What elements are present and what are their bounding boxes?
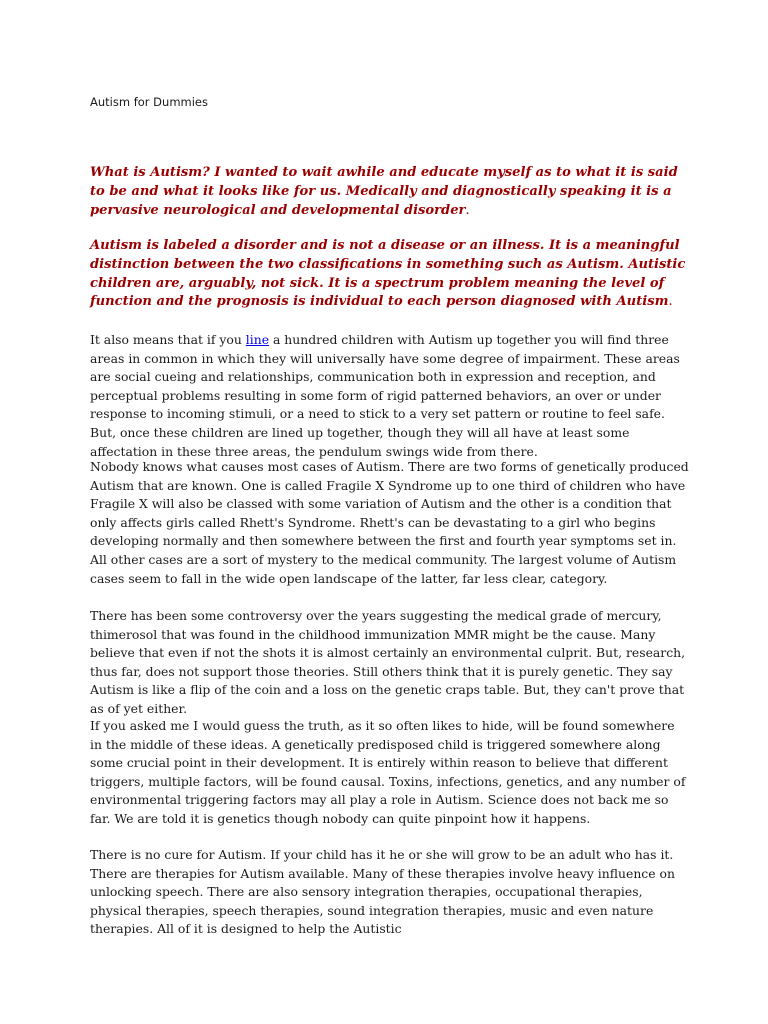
intro-paragraph-text: Autism is labeled a disorder and is not a disease or an illness. It is a meaningful distinction between the two classifications in something such as Autism. Autistic children are, arguably, not sick. It is a spectrum problem meaning the level of function and the prognosis is individual to each person diagnosed with Autism <box>90 238 686 310</box>
body-paragraph: There has been some controversy over the years suggesting the medical grade of mercury, thimerosol that was found in the childhood immunization MMR might be the cause. Many believe that even if not the shots it is almost certainly an environmental culprit. But, research, thus far, does not support those theories. Still others think that it is purely genetic. They say Autism is like a flip of the coin and a loss on the genetic craps table. But, they can't prove that as of yet either. <box>90 608 686 716</box>
paragraph-text-before-link: It also means that if you <box>90 332 246 347</box>
body-paragraph: If you asked me I would guess the truth, as it so often likes to hide, will be found somewhere in the middle of these ideas. A genetically predisposed child is triggered somewhere along some crucial point in their development. It is entirely within reason to believe that different triggers, multiple factors, will be found causal. Toxins, infections, genetics, and any number of environmental triggering factors may all play a role in Autism. Science does not back me so far. We are told it is genetics though nobody can quite pinpoint how it happens. <box>90 718 686 826</box>
intro-paragraph <box>90 164 690 220</box>
body-paragraph: Nobody knows what causes most cases of Autism. There are two forms of genetically produced Autism that are known. One is called Fragile X Syndrome up to one third of children who have Fragile X will also be classed with some variation of Autism and the other is a condition that only affects girls called Rhett's Syndrome. Rhett's can be devastating to a girl who begins developing normally and then somewhere between the first and fourth year symptoms set in. All other cases are a sort of mystery to the medical community. The largest volume of Autism cases seem to fall in the wide open landscape of the latter, far less clear, category. <box>90 459 689 586</box>
intro-paragraph-tail: . <box>668 294 673 310</box>
body-paragraph: There is no cure for Autism. If your child has it he or she will grow to be an adult who has it. There are therapies for Autism available. Many of these therapies involve heavy influence on unlocking speech. There are also sensory integration therapies, occupational therapies, physical therapies, speech therapies, sound integration therapies, music and even nature therapies. All of it is designed to help the Autistic <box>90 847 675 937</box>
line-link[interactable]: line <box>245 332 270 347</box>
paragraph-text-after-link: a hundred children with Autism up together you will find three areas in common in which they will universally have some degree of impairment. These areas are social cueing and relationships, communication both in expression and reception, and perceptual problems resulting in some form of rigid patterned behaviors, an over or under response to incoming stimuli, or a need to stick to a very set pattern or routine to feel safe. But, once these children are lined up together, though they will all have at least some affectation in these three areas, the pendulum swings wide from there. <box>90 332 680 459</box>
document-title: Autism for Dummies <box>90 95 208 109</box>
intro-paragraph-tail: . <box>465 202 470 218</box>
body-paragraph <box>90 331 690 461</box>
intro-paragraph-text: What is Autism? I wanted to wait awhile and educate myself as to what it is said to be and what it looks like for us. Medically and diagnostically speaking it is a pervasive neurological and developmental disorder <box>90 165 678 218</box>
intro-paragraph <box>90 237 690 312</box>
